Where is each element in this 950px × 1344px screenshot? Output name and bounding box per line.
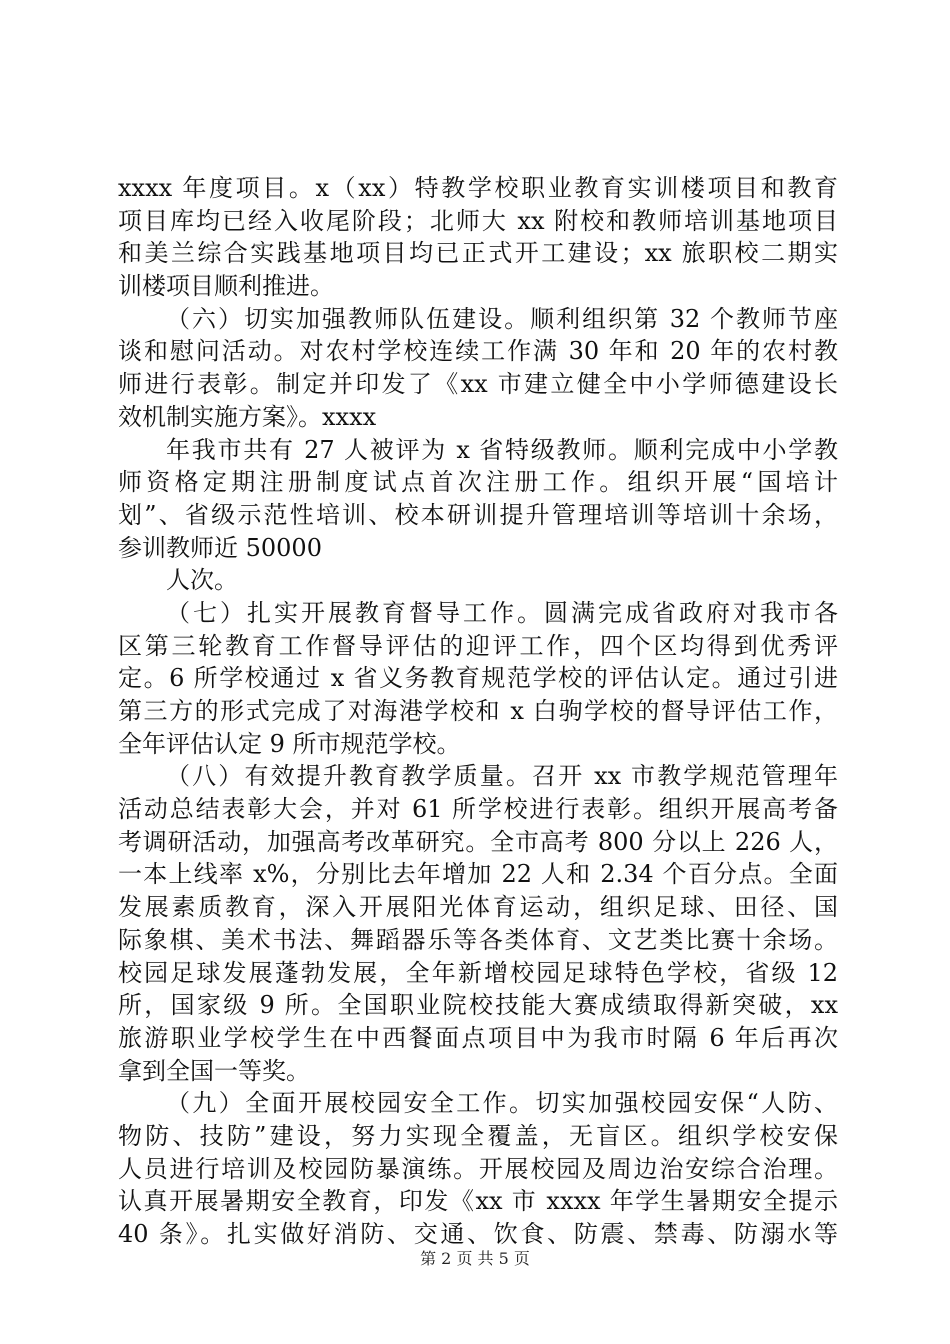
text-line: 定。6 所学校通过 x 省义务教育规范学校的评估认定。通过引进 [118, 664, 838, 693]
text-line: 活动总结表彰大会，并对 61 所学校进行表彰。组织开展高考备 [118, 795, 838, 824]
text-line: （六）切实加强教师队伍建设。顺利组织第 32 个教师节座 [166, 304, 838, 333]
text-line: xxxx 年度项目。x（xx）特教学校职业教育实训楼项目和教育 [118, 174, 838, 202]
text-line: 划”、省级示范性培训、校本研训提升管理培训等培训十余场， [118, 500, 838, 529]
text-line: （七）扎实开展教育督导工作。圆满完成省政府对我市各 [166, 598, 838, 627]
page-number-footer: 第 2 页 共 5 页 [420, 1249, 530, 1268]
text-line: 区第三轮教育工作督导评估的迎评工作，四个区均得到优秀评 [118, 631, 838, 660]
text-line: 所，国家级 9 所。全国职业院校技能大赛成绩取得新突破，xx [118, 991, 838, 1020]
text-line: 人员进行培训及校园防暴演练。开展校园及周边治安综合治理。 [118, 1154, 838, 1183]
text-line: 训楼项目顺利推进。 [118, 272, 334, 301]
text-line: 发展素质教育，深入开展阳光体育运动，组织足球、田径、国 [118, 893, 838, 922]
text-line: 项目库均已经入收尾阶段；北师大 xx 附校和教师培训基地项目 [118, 206, 838, 235]
text-line: 师资格定期注册制度试点首次注册工作。组织开展“国培计 [118, 468, 838, 497]
text-line: 物防、技防”建设，努力实现全覆盖，无盲区。组织学校安保 [118, 1121, 838, 1150]
text-line: 第三方的形式完成了对海港学校和 x 白驹学校的督导评估工作， [118, 697, 838, 725]
text-line: （八）有效提升教育教学质量。召开 xx 市教学规范管理年 [166, 762, 838, 791]
document-body [118, 172, 838, 1251]
text-line: 年我市共有 27 人被评为 x 省特级教师。顺利完成中小学教 [166, 435, 838, 464]
text-line: 人次。 [166, 566, 238, 595]
text-line: 师进行表彰。制定并印发了《xx 市建立健全中小学师德建设长 [118, 370, 838, 399]
text-line: 校园足球发展蓬勃发展，全年新增校园足球特色学校，省级 12 [118, 958, 838, 987]
text-line: 和美兰综合实践基地项目均已正式开工建设；xx 旅职校二期实 [118, 239, 838, 268]
text-line: 40 条》。扎实做好消防、交通、饮食、防震、禁毒、防溺水等 [118, 1220, 838, 1248]
text-line: 一本上线率 x%，分别比去年增加 22 人和 2.34 个百分点。全面 [118, 860, 838, 889]
text-line: 全年评估认定 9 所市规范学校。 [118, 729, 461, 758]
text-line: 考调研活动，加强高考改革研究。全市高考 800 分以上 226 人， [118, 827, 838, 856]
text-line: 拿到全国一等奖。 [118, 1056, 310, 1085]
text-line: 认真开展暑期安全教育，印发《xx 市 xxxx 年学生暑期安全提示 [118, 1187, 838, 1216]
text-line: 旅游职业学校学生在中西餐面点项目中为我市时隔 6 年后再次 [118, 1023, 838, 1052]
text-line: 谈和慰问活动。对农村学校连续工作满 30 年和 20 年的农村教 [118, 337, 838, 366]
text-line: 效机制实施方案》。xxxx [118, 402, 377, 431]
text-line: （九）全面开展校园安全工作。切实加强校园安保“人防、 [166, 1089, 838, 1118]
text-line: 参训教师近 50000 [118, 533, 322, 562]
text-line: 际象棋、美术书法、舞蹈器乐等各类体育、文艺类比赛十余场。 [118, 925, 838, 954]
